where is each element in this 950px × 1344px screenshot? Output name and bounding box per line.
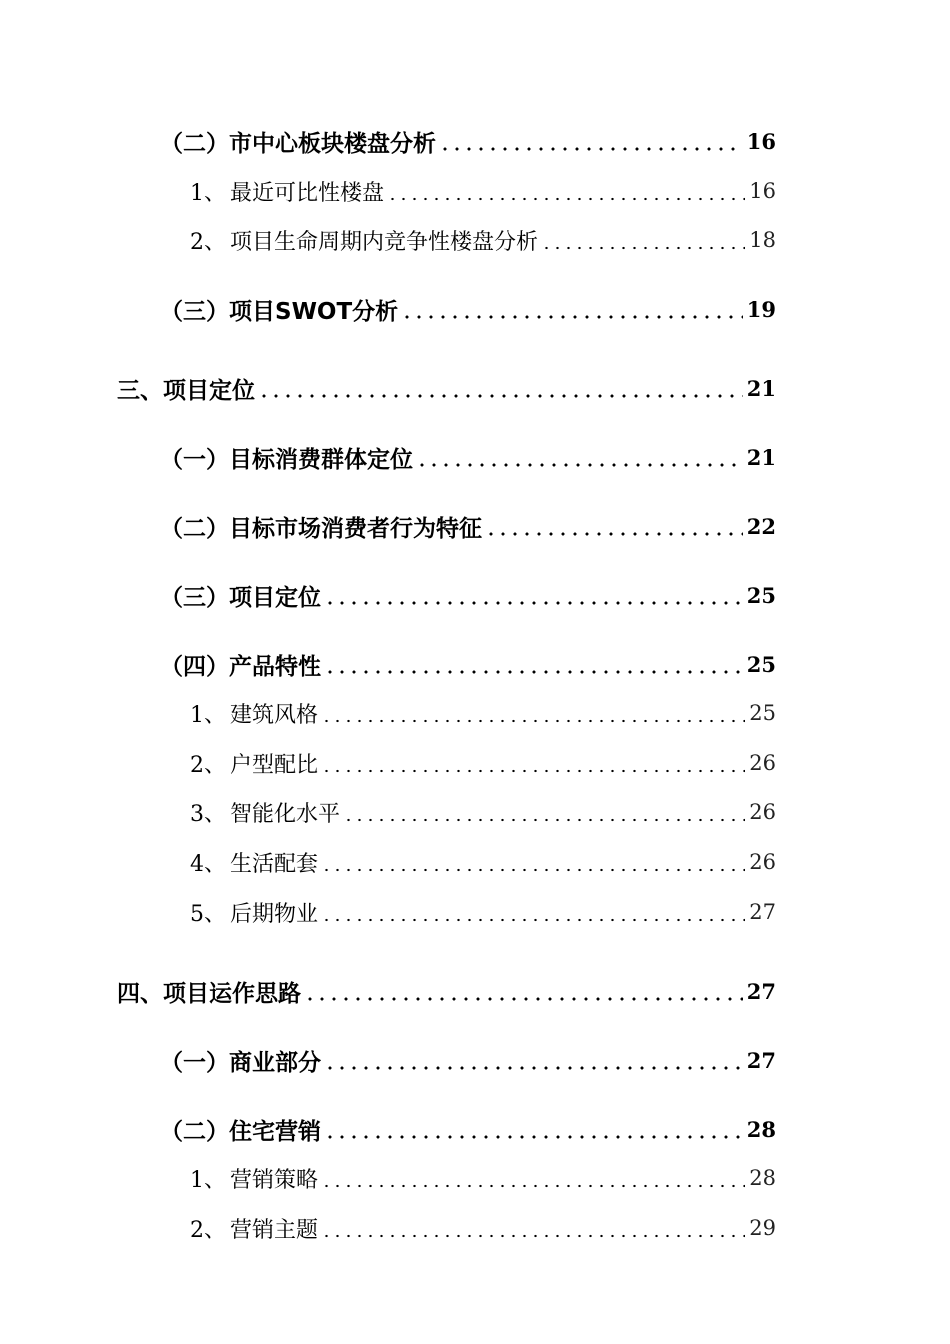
toc-number: 四、 [117,979,163,1007]
toc-entry[interactable] [160,575,776,615]
dot-leader [321,718,745,724]
toc-entry[interactable] [190,792,776,832]
toc-title: 户型配比 [230,752,319,778]
dot-leader [416,462,743,468]
dot-leader [324,669,743,675]
toc-page-number: 19 [746,296,776,322]
dot-leader [258,393,743,399]
toc-title: 项目定位 [229,584,321,611]
toc-number: （二） [160,514,229,542]
toc-entry[interactable] [160,289,776,329]
toc-number: 三、 [117,376,163,404]
toc-number: （一） [160,445,229,473]
toc-entry[interactable] [160,1040,776,1080]
toc-page-number: 21 [746,444,776,470]
toc-number: 3、 [190,801,226,827]
dot-leader [387,196,745,202]
toc-page-number: 26 [749,800,776,824]
toc-title: 项目SWOT分析 [229,298,399,325]
toc-page-number: 27 [746,978,776,1004]
toc-number: 4、 [190,851,226,877]
toc-page-number: 26 [749,751,776,775]
toc-entry[interactable] [117,971,776,1011]
dot-leader [401,314,743,320]
toc-entry[interactable] [190,743,776,783]
toc-entry[interactable] [190,1158,776,1198]
toc-page-number: 25 [749,701,776,725]
toc-page-number: 16 [746,128,776,154]
toc-title: 建筑风格 [230,702,319,728]
dot-leader [321,917,745,923]
toc-entry[interactable] [160,1109,776,1149]
dot-leader [321,1183,745,1189]
toc-title: 市中心板块楼盘分析 [229,130,436,157]
dot-leader [324,600,743,606]
toc-title: 营销策略 [230,1167,319,1193]
toc-page-number: 18 [749,228,776,252]
dot-leader [485,531,743,537]
toc-page-number: 22 [746,513,776,539]
dot-leader [321,768,745,774]
toc-page-number: 27 [749,900,776,924]
toc-number: 1、 [190,702,226,728]
toc-page-number: 25 [746,582,776,608]
toc-page-number: 28 [749,1166,776,1190]
toc-number: 1、 [190,180,226,206]
toc-entry[interactable] [190,171,776,211]
toc-title: 最近可比性楼盘 [230,180,385,206]
toc-number: （一） [160,1048,229,1076]
toc-entry[interactable] [190,842,776,882]
toc-number: （二） [160,129,229,157]
toc-entry[interactable] [160,121,776,161]
toc-entry[interactable] [190,1208,776,1248]
dot-leader [439,146,743,152]
toc-page-number: 21 [746,375,776,401]
toc-entry[interactable] [117,368,776,408]
dot-leader [343,817,745,823]
toc-number: （四） [160,652,229,680]
toc-page-number: 29 [749,1216,776,1240]
toc-title: 营销主题 [230,1217,319,1243]
toc-page-number: 26 [749,850,776,874]
dot-leader [324,1065,743,1071]
toc-number: （三） [160,297,229,325]
toc-number: 5、 [190,901,226,927]
toc-title: 项目生命周期内竞争性楼盘分析 [230,229,539,255]
toc-number: 2、 [190,1217,226,1243]
toc-page-number: 28 [746,1116,776,1142]
toc-title: 目标消费群体定位 [229,446,413,473]
toc-title: 住宅营销 [229,1118,321,1145]
toc-title: 智能化水平 [230,801,341,827]
dot-leader [321,867,745,873]
toc-entry[interactable] [190,892,776,932]
toc-title: 目标市场消费者行为特征 [229,515,482,542]
toc-page-number: 16 [749,179,776,203]
toc-title: 项目运作思路 [163,980,301,1007]
toc-number: 2、 [190,752,226,778]
toc-number: （二） [160,1117,229,1145]
toc-title: 产品特性 [229,653,321,680]
toc-entry[interactable] [160,437,776,477]
toc-number: 2、 [190,229,226,255]
toc-title: 商业部分 [229,1049,321,1076]
toc-number: 1、 [190,1167,226,1193]
toc-entry[interactable] [160,644,776,684]
dot-leader [324,1134,743,1140]
toc-entry[interactable] [160,506,776,546]
toc-title: 后期物业 [230,901,319,927]
toc-title: 项目定位 [163,377,255,404]
toc-number: （三） [160,583,229,611]
dot-leader [321,1233,745,1239]
toc-title: 生活配套 [230,851,319,877]
dot-leader [304,996,743,1002]
toc-entry[interactable] [190,220,776,260]
toc-page-number: 27 [746,1047,776,1073]
dot-leader [541,245,745,251]
toc-page-number: 25 [746,651,776,677]
toc-entry[interactable] [190,693,776,733]
